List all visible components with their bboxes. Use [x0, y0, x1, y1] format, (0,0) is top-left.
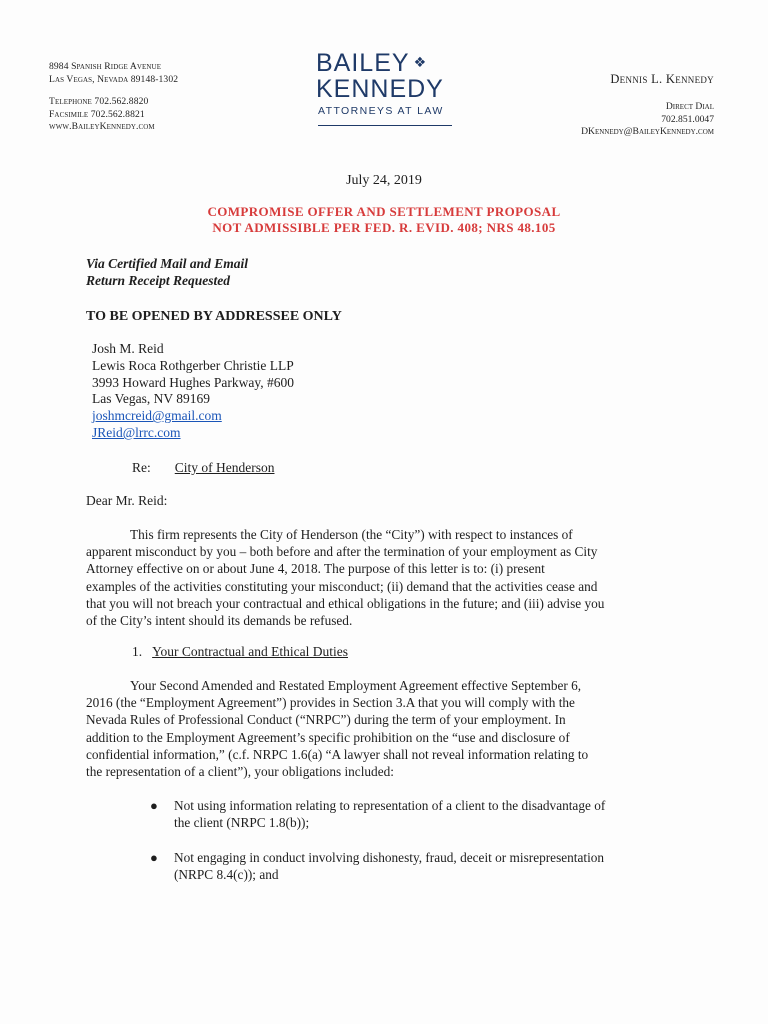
letter-date: July 24, 2019	[346, 173, 422, 188]
paragraph-line: Nevada Rules of Professional Conduct (“NRPC”) during the term of your employment. In	[86, 712, 566, 728]
settlement-banner	[0, 204, 768, 236]
paragraph-line: Attorney effective on or about June 4, 2018. The purpose of this letter is to: (i) present	[86, 561, 545, 577]
paragraph-line: the representation of a client”), your obligations included:	[86, 764, 394, 780]
attorney-email: DKennedy@BaileyKennedy.com	[581, 126, 714, 137]
firm-logo-name	[312, 49, 460, 102]
attorney-name: Dennis L. Kennedy	[610, 72, 714, 86]
paragraph-line: confidential information,” (c.f. NRPC 1.6(a) “A lawyer shall not reveal information relating to	[86, 746, 589, 762]
attorney-contact-block	[581, 72, 714, 139]
bullet-item	[150, 797, 670, 831]
logo-divider	[318, 125, 452, 126]
re-label: Re:	[132, 460, 151, 475]
re-line	[132, 460, 274, 476]
paragraph-line: Your Second Amended and Restated Employment Agreement effective September 6,	[130, 678, 582, 693]
salutation: Dear Mr. Reid:	[86, 493, 168, 508]
direct-dial-label: Direct Dial	[665, 101, 714, 112]
paragraph-line: of the City’s intent should its demands be refused.	[86, 613, 353, 629]
recipient-email-link-2[interactable]: JReid@lrrc.com	[92, 424, 181, 440]
section-heading	[132, 644, 348, 660]
firm-city-address: Las Vegas, Nevada 89148-1302	[49, 73, 179, 85]
paragraph-line: that you will not breach your contractual and ethical obligations in the future; and (iii) advise you	[86, 595, 605, 611]
recipient-email-link-1[interactable]: joshmcreid@gmail.com	[92, 408, 222, 424]
diamond-ornament-icon: ❖	[413, 54, 428, 70]
firm-street-address: 8984 Spanish Ridge Avenue	[49, 61, 162, 72]
firm-telephone: Telephone 702.562.8820	[49, 96, 149, 108]
firm-tagline: ATTORNEYS AT LAW	[318, 105, 444, 117]
paragraph-line: apparent misconduct by you – both before and after the termination of your employment as City	[86, 544, 598, 560]
paragraph-line: examples of the activities constituting your misconduct; (ii) demand that the activities cease and	[86, 578, 598, 594]
delivery-line-2: Return Receipt Requested	[86, 272, 230, 288]
firm-logo	[312, 49, 460, 126]
bullet-line: Not engaging in conduct involving dishonesty, fraud, deceit or misrepresentation	[174, 850, 605, 865]
recipient-name: Josh M. Reid	[92, 341, 164, 356]
obligations-paragraph	[86, 677, 676, 780]
addressee-notice: TO BE OPENED BY ADDRESSEE ONLY	[86, 309, 342, 324]
paragraph-line: 2016 (the “Employment Agreement”) provides in Section 3.A that you will comply with the	[86, 695, 575, 711]
banner-line-2: NOT ADMISSIBLE PER FED. R. EVID. 408; NRS 48.105	[212, 220, 556, 235]
bullet-line: (NRPC 8.4(c)); and	[174, 867, 279, 883]
paragraph-line: addition to the Employment Agreement’s specific prohibition on the “use and disclosure of	[86, 729, 570, 745]
recipient-address	[92, 341, 294, 442]
paragraph-line: This firm represents the City of Henderson (the “City”) with respect to instances of	[130, 527, 573, 542]
recipient-firm: Lewis Roca Rothgerber Christie LLP	[92, 357, 294, 373]
section-title: Your Contractual and Ethical Duties	[152, 644, 348, 659]
firm-website: www.BaileyKennedy.com	[49, 121, 155, 133]
bullet-line: the client (NRPC 1.8(b));	[174, 815, 310, 831]
re-subject: City of Henderson	[174, 460, 275, 475]
bullet-line: Not using information relating to representation of a client to the disadvantage of	[174, 798, 606, 813]
banner-line-1: COMPROMISE OFFER AND SETTLEMENT PROPOSAL	[207, 204, 561, 219]
section-number: 1.	[132, 644, 143, 659]
delivery-line-1: Via Certified Mail and Email	[86, 256, 249, 271]
letterhead-address-block	[49, 61, 178, 134]
firm-logo-line1: BAILEY	[316, 49, 410, 77]
intro-paragraph	[86, 526, 676, 629]
direct-dial-number: 702.851.0047	[661, 113, 714, 125]
bullet-dot-icon: ●	[150, 850, 158, 865]
firm-facsimile: Facsimile 702.562.8821	[49, 108, 145, 120]
bullet-dot-icon: ●	[150, 798, 158, 813]
recipient-city: Las Vegas, NV 89169	[92, 391, 210, 407]
bullet-item	[150, 849, 670, 883]
delivery-method	[86, 256, 248, 289]
recipient-street: 3993 Howard Hughes Parkway, #600	[92, 374, 294, 390]
firm-logo-line2: KENNEDY	[316, 75, 444, 103]
